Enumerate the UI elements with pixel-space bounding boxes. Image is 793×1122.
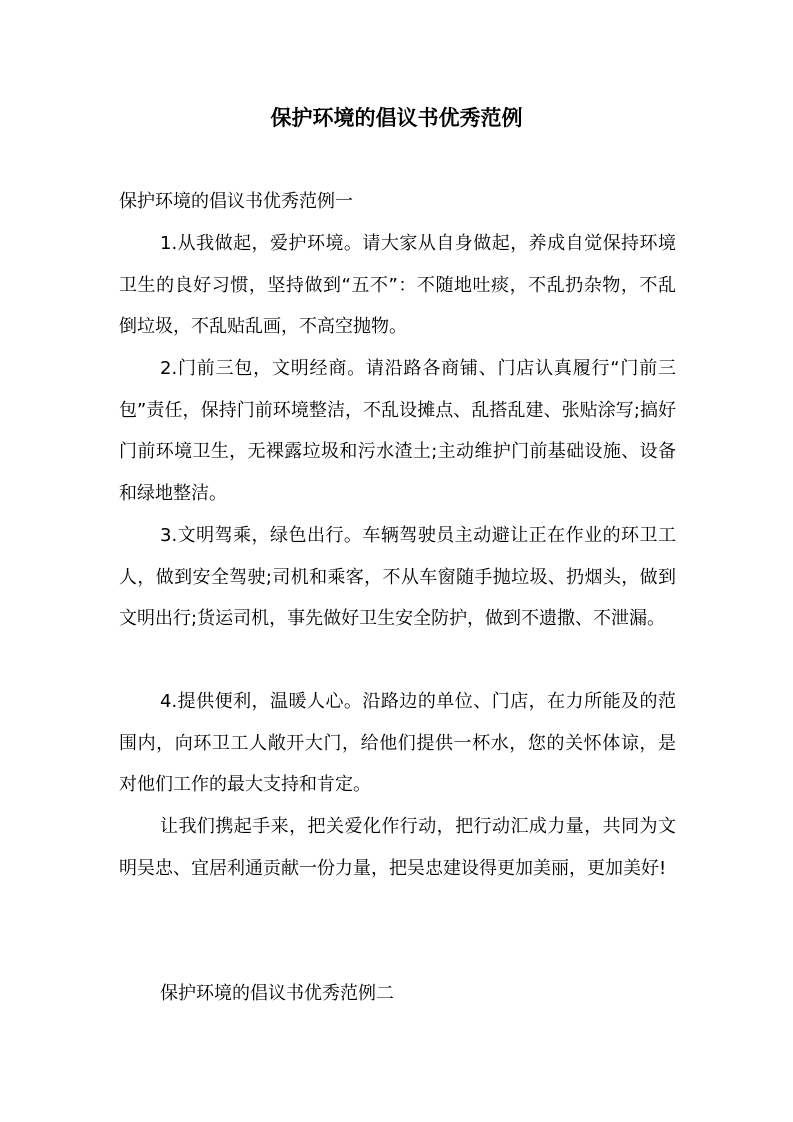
paragraph-4: 4.提供便利，温暖人心。沿路边的单位、门店，在力所能及的范围内，向环卫工人敞开大门，给他们提供一杯水，您的关怀体谅，是对他们工作的最大支持和肯定。 [119,691,676,795]
paragraph-5: 让我们携起手来，把关爱化作行动，把行动汇成力量，共同为文明吴忠、宜居利通贡献一份力量，把吴忠建设得更加美丽，更加美好! [119,816,676,879]
document-title: 保护环境的倡议书优秀范例 [270,106,523,130]
section-heading-1: 保护环境的倡议书优秀范例一 [119,191,353,212]
paragraph-3: 3.文明驾乘，绿色出行。车辆驾驶员主动避让正在作业的环卫工人，做到安全驾驶;司机和乘客，不从车窗随手抛垃圾、扔烟头，做到文明出行;货运司机，事先做好卫生安全防护，做到不遗撒、不泄漏。 [119,525,676,629]
paragraph-2: 2.门前三包，文明经商。请沿路各商铺、门店认真履行“门前三包”责任，保持门前环境整洁，不乱设摊点、乱搭乱建、张贴涂写;搞好门前环境卫生，无裸露垃圾和污水渣土;主动维护门前基础设施、设备和绿地整洁。 [119,358,676,504]
paragraph-1: 1.从我做起，爱护环境。请大家从自身做起，养成自觉保持环境卫生的良好习惯，坚持做到“五不”：不随地吐痰，不乱扔杂物，不乱倒垃圾，不乱贴乱画，不高空抛物。 [119,233,676,337]
section-heading-2: 保护环境的倡议书优秀范例二 [160,983,394,1004]
